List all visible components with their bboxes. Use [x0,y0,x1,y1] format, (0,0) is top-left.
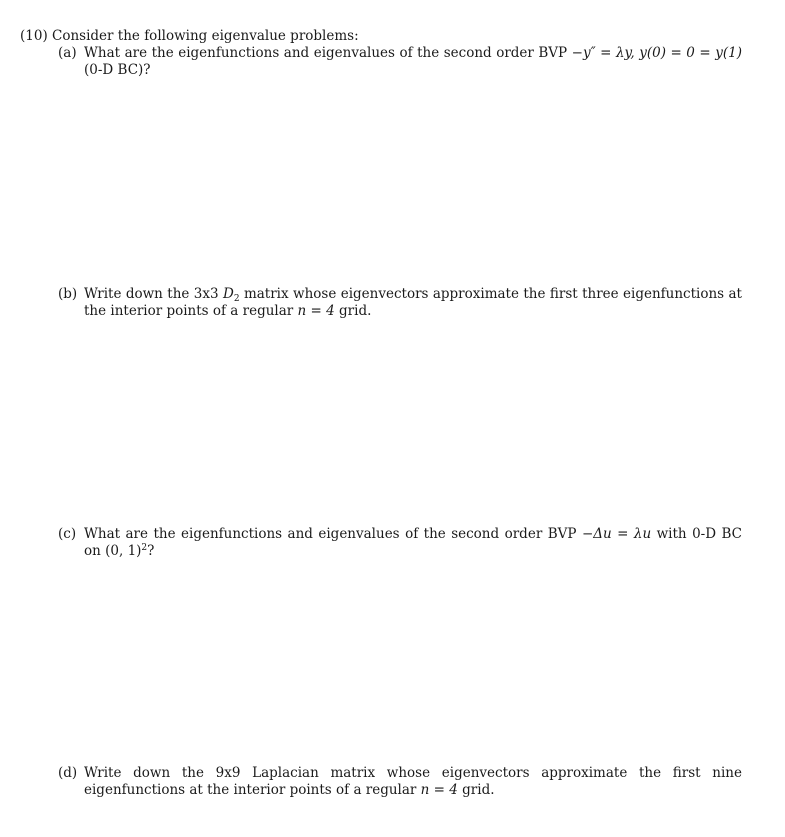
matrix-subscript: 2 [233,294,240,304]
part-c-bvp-math: −Δu = λu [581,526,652,542]
part-b-text-before: Write down the 3x3 [84,286,223,302]
part-c [58,526,742,560]
problem-intro: Consider the following eigenvalue problems: [52,28,359,44]
part-d-label: (d) [58,765,78,781]
part-a-text-before: What are the eigenfunctions and eigenvalues of the second order BVP [84,45,572,61]
part-a-text [84,45,742,79]
part-d-text-before: Write down the 9x9 Laplacian matrix whose eigenvectors approximate the first nine eigenfunctions at the interior points of a regular [84,765,742,798]
part-a-label: (a) [58,45,77,61]
domain-base: (0, 1) [105,543,142,559]
part-b-text-middle: matrix whose eigenvectors approximate the first three eigenfunctions at the interior points of a regular [84,286,742,319]
part-c-text-before: What are the eigenfunctions and eigenvalues of the second order BVP [84,526,582,542]
part-a-text-after: (0-D BC)? [84,62,151,78]
part-a-bvp-math: −y″ = λy, y(0) = 0 = y(1) [571,45,742,61]
part-c-text-after: ? [147,543,155,559]
part-b-text [84,286,742,320]
part-d-text-after: grid. [457,782,495,798]
part-c-text-middle: with 0-D BC on [84,526,743,559]
part-d [58,765,742,799]
part-b-label: (b) [58,286,78,302]
part-b [58,286,742,320]
part-c-label: (c) [58,526,77,542]
part-b-grid-math: n = 4 [297,303,335,319]
part-d-text [84,765,742,799]
domain-exponent: 2 [141,543,148,553]
matrix-symbol: D [222,286,234,302]
part-d-grid-math: n = 4 [420,782,458,798]
part-b-text-after: grid. [334,303,372,319]
problem-header [20,28,760,45]
part-c-text [84,526,742,560]
problem-number: (10) [20,28,48,44]
part-a [58,45,742,79]
